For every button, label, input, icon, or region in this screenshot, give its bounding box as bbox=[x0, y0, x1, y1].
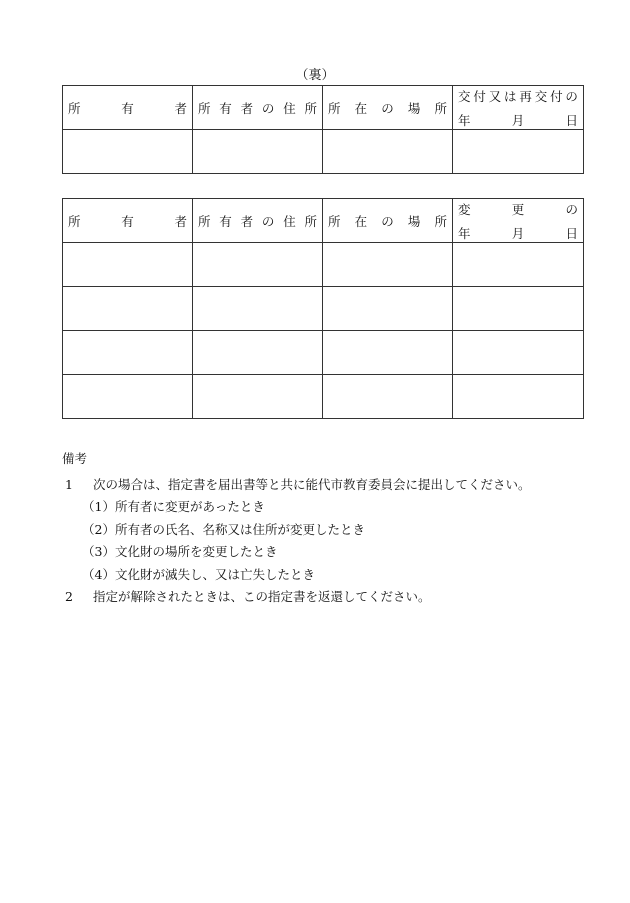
remark-subitem bbox=[62, 564, 592, 587]
table-cell bbox=[453, 375, 584, 419]
remark-subitem-text: 所有者の氏名、名称又は住所が変更したとき bbox=[114, 521, 365, 537]
table-cell bbox=[453, 243, 584, 287]
remark-subitem-number: （2） bbox=[82, 521, 115, 537]
remark-item-2 bbox=[62, 586, 592, 609]
remarks-title: 備考 bbox=[62, 451, 88, 466]
remark-subitem-text: 文化財の場所を変更したとき bbox=[114, 544, 278, 559]
remark-subitem bbox=[62, 496, 592, 519]
remark-item-1 bbox=[62, 474, 592, 497]
remark-text: 次の場合は、指定書を届出書等と共に能代市教育委員会に提出してください。 bbox=[93, 476, 531, 492]
table-cell bbox=[453, 331, 584, 375]
remark-subitem bbox=[62, 541, 592, 564]
header-owner-address-text: 所 有 者 の 住 所 bbox=[198, 100, 317, 116]
table-row bbox=[63, 243, 584, 287]
header-issue-date-line2: 年 月 日 bbox=[458, 112, 578, 128]
header-owner-address-text: 所 有 者 の 住 所 bbox=[198, 213, 317, 229]
table-row bbox=[63, 287, 584, 331]
table-cell bbox=[63, 287, 193, 331]
table-cell bbox=[63, 130, 193, 174]
page-side-label: （裏） bbox=[295, 68, 335, 83]
table-cell bbox=[193, 130, 323, 174]
table-cell bbox=[193, 243, 323, 287]
header-change-date-line2: 年 月 日 bbox=[458, 225, 578, 241]
remark-subitem-number: （4） bbox=[82, 566, 115, 582]
table-cell bbox=[323, 243, 453, 287]
table-cell bbox=[323, 331, 453, 375]
change-table bbox=[62, 198, 584, 419]
table-cell bbox=[193, 375, 323, 419]
remark-subitem-number: （1） bbox=[82, 499, 115, 514]
header-change-date-line1: 変 更 の bbox=[458, 201, 578, 217]
table-cell bbox=[63, 243, 193, 287]
remark-subitem-text: 所有者に変更があったとき bbox=[114, 499, 265, 514]
header-change-date bbox=[453, 199, 584, 243]
table-cell bbox=[193, 287, 323, 331]
remark-subitem-number: （3） bbox=[82, 544, 115, 559]
header-owner bbox=[63, 199, 193, 243]
header-location bbox=[323, 86, 453, 130]
header-issue-date bbox=[453, 86, 584, 130]
issuance-table bbox=[62, 85, 584, 174]
issuance-table-body bbox=[63, 130, 584, 174]
header-location-text: 所 在 の 場 所 bbox=[328, 213, 447, 229]
table-cell bbox=[323, 130, 453, 174]
remark-number: 2 bbox=[65, 589, 73, 604]
change-table-body bbox=[63, 243, 584, 419]
header-owner-address bbox=[193, 199, 323, 243]
header-location-text: 所 在 の 場 所 bbox=[328, 100, 447, 116]
header-owner bbox=[63, 86, 193, 130]
table-row bbox=[63, 375, 584, 419]
table-cell bbox=[323, 287, 453, 331]
table-cell bbox=[453, 130, 584, 174]
remark-number: 1 bbox=[65, 476, 73, 492]
remark-subitem-text: 文化財が滅失し、又は亡失したとき bbox=[114, 566, 315, 582]
table-row bbox=[63, 331, 584, 375]
remark-text: 指定が解除されたときは、この指定書を返還してください。 bbox=[93, 589, 431, 604]
table-cell bbox=[193, 331, 323, 375]
header-owner-text: 所 有 者 bbox=[68, 100, 187, 116]
remarks-section bbox=[62, 448, 592, 609]
remark-subitem bbox=[62, 519, 592, 542]
table-cell bbox=[323, 375, 453, 419]
table-cell bbox=[453, 287, 584, 331]
table-cell bbox=[63, 331, 193, 375]
table-row bbox=[63, 130, 584, 174]
header-owner-text: 所 有 者 bbox=[68, 213, 187, 229]
header-issue-date-line1: 交 付 又 は 再 交 付 の bbox=[458, 88, 578, 104]
header-location bbox=[323, 199, 453, 243]
table-cell bbox=[63, 375, 193, 419]
header-owner-address bbox=[193, 86, 323, 130]
